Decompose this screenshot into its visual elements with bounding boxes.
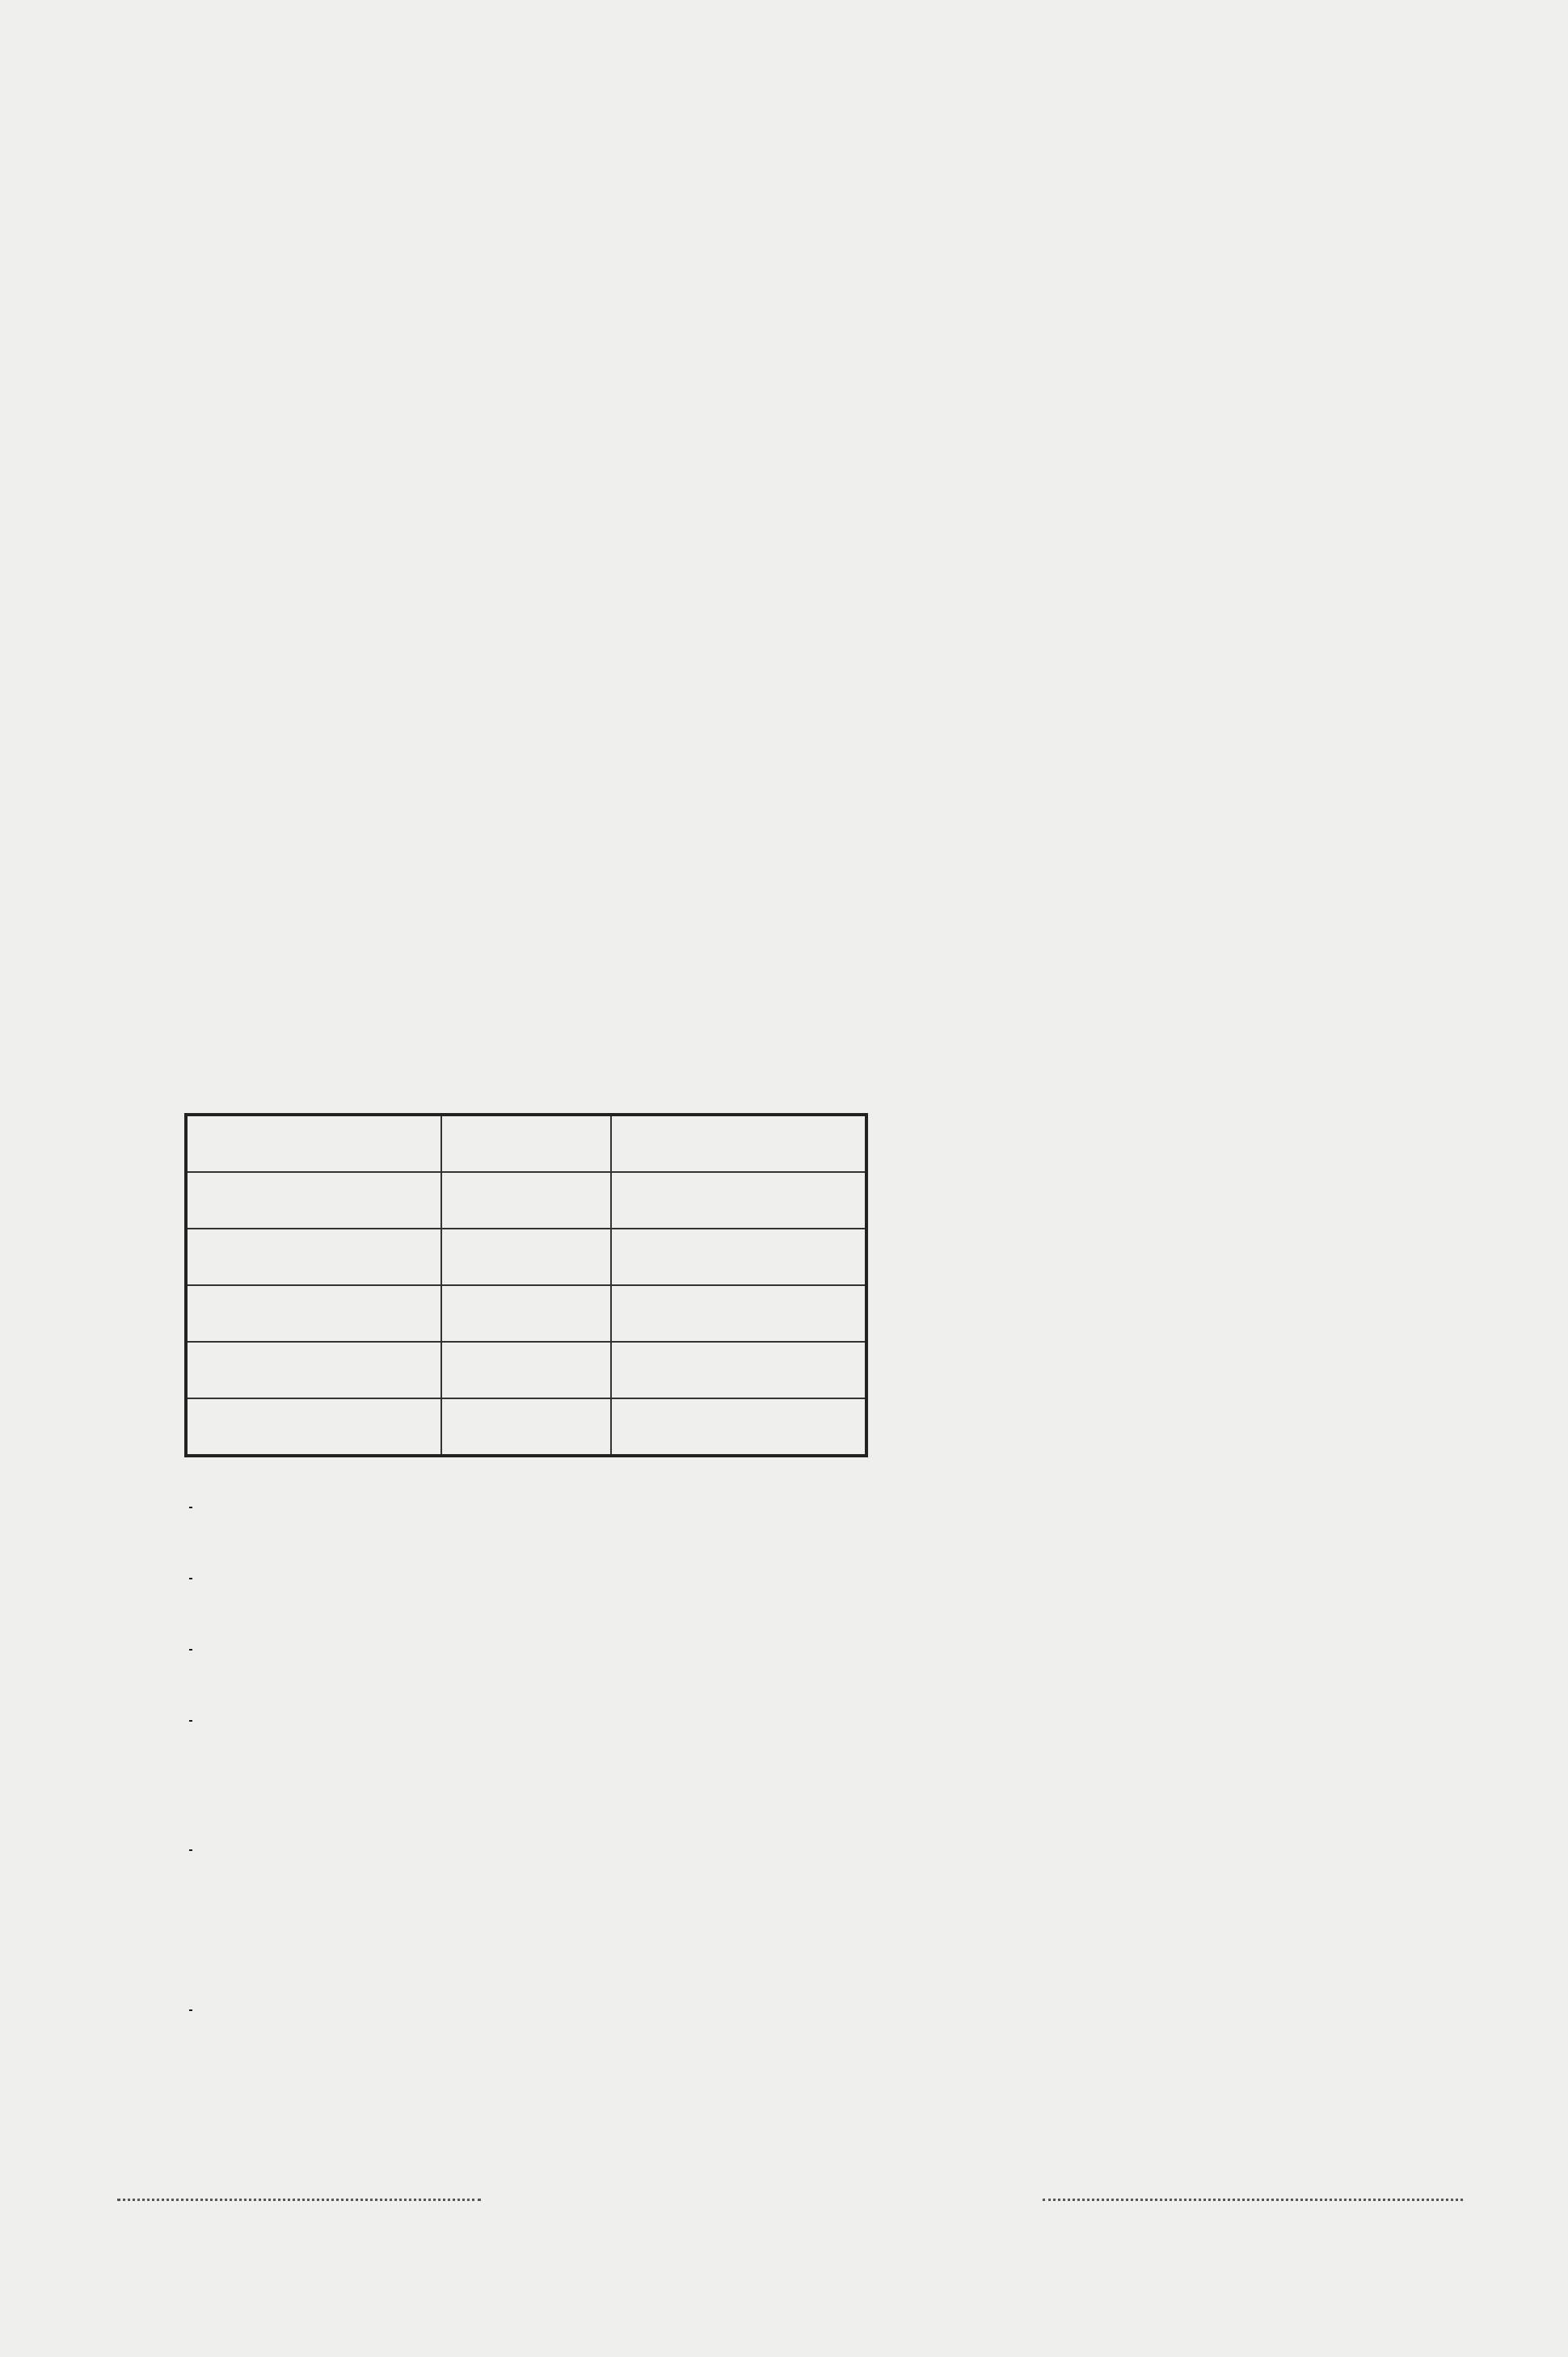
- table-cell: [611, 1229, 866, 1285]
- table-row: [186, 1285, 866, 1342]
- table-cell: [186, 1172, 441, 1229]
- table-cell: [611, 1398, 866, 1456]
- q14-part3: [186, 1828, 196, 1867]
- table-row: [186, 1229, 866, 1285]
- q14-part2-d: [186, 1699, 196, 1738]
- table-cell: [186, 1229, 441, 1285]
- table-cell: [611, 1285, 866, 1342]
- q14-part2-b: [186, 1557, 196, 1596]
- table-cell: [611, 1342, 866, 1398]
- fraction: [189, 2009, 192, 2011]
- histogram-scores: [921, 408, 1358, 812]
- numerator: [189, 1578, 192, 1579]
- table-cell: [441, 1229, 612, 1285]
- table-row: [186, 1342, 866, 1398]
- bar-chart-payment: [174, 501, 820, 816]
- fraction: [189, 1649, 192, 1651]
- table-row: [186, 1398, 866, 1456]
- table-header: [611, 1115, 866, 1172]
- numerator: [189, 1507, 192, 1508]
- footer-rule-left: [117, 2199, 481, 2201]
- decoration-style-table: [184, 1113, 868, 1457]
- table-cell: [186, 1342, 441, 1398]
- numerator: [189, 1849, 192, 1851]
- fraction: [189, 1578, 192, 1579]
- table-cell: [611, 1172, 866, 1229]
- table-header: [186, 1115, 441, 1172]
- table-cell: [441, 1172, 612, 1229]
- table-row: [186, 1172, 866, 1229]
- table-cell: [186, 1398, 441, 1456]
- fraction: [189, 1507, 192, 1508]
- q15-line2: [186, 1988, 196, 2027]
- table-header-row: [186, 1115, 866, 1172]
- table-header: [441, 1115, 612, 1172]
- q14-part2-c: [186, 1628, 196, 1667]
- q14-part2-a: [186, 1486, 196, 1524]
- footer-rule-right: [1043, 2199, 1463, 2201]
- pie-chart-styles: [994, 1132, 1317, 1439]
- table-cell: [186, 1285, 441, 1342]
- numerator: [189, 2009, 192, 2011]
- numerator: [189, 1649, 192, 1651]
- table-cell: [441, 1398, 612, 1456]
- numerator: [189, 1720, 192, 1722]
- table-cell: [441, 1342, 612, 1398]
- table-cell: [441, 1285, 612, 1342]
- fraction: [189, 1849, 192, 1851]
- fraction: [189, 1720, 192, 1722]
